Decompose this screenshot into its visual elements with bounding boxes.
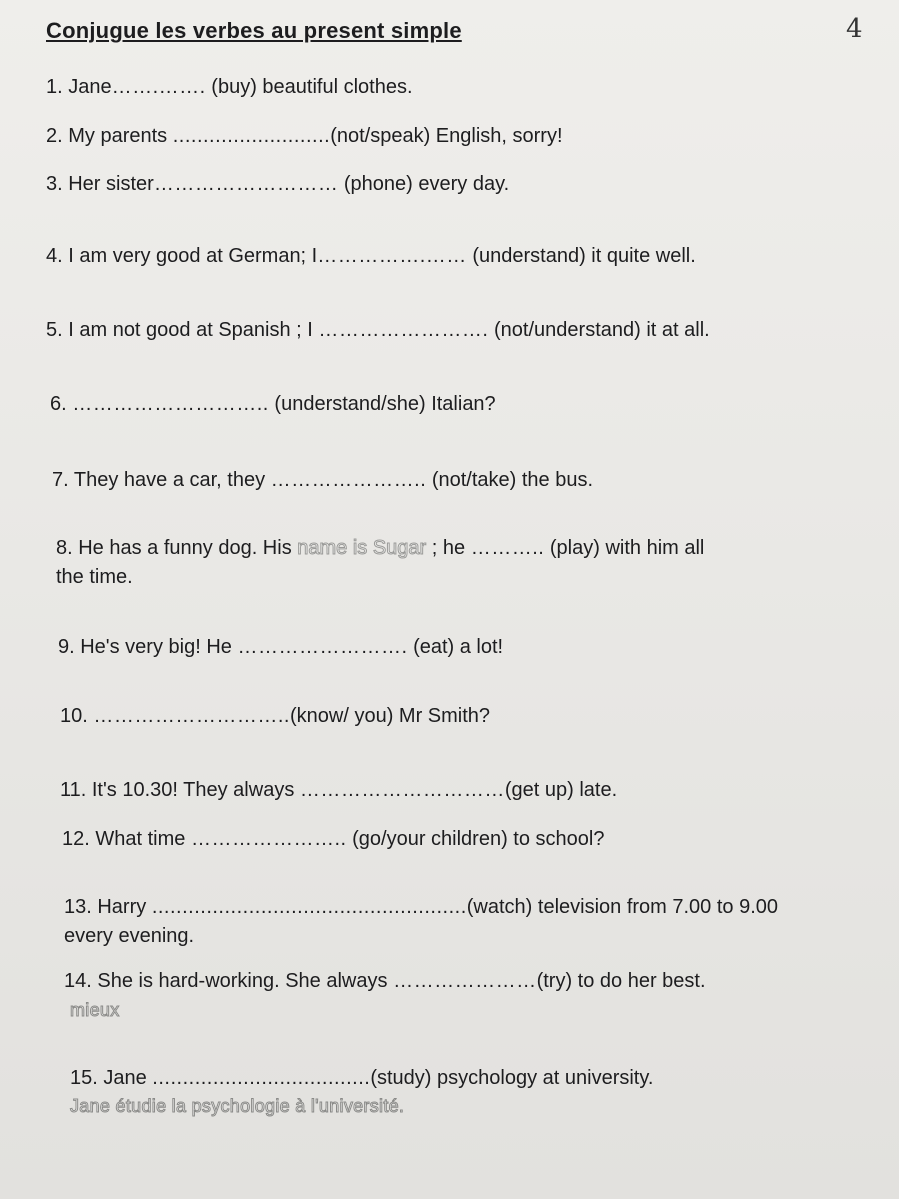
answer-blank: …….…….	[111, 76, 206, 98]
answer-blank: …………………	[393, 970, 537, 992]
exercise-13-continuation: every evening.	[64, 925, 195, 947]
answer-blank: ....................................................	[151, 896, 467, 918]
answer-blank: ..........................	[172, 125, 331, 147]
answer-blank: …………….……	[317, 245, 467, 267]
exercise-8: 8. He has a funny dog. His name is Sugar ; he ……….. (play) with him all	[56, 537, 705, 559]
answer-blank: …………………….	[318, 319, 489, 341]
answer-blank: ....................................	[152, 1067, 371, 1089]
faded-text: name is Sugar	[297, 537, 427, 559]
answer-blank: ………..	[470, 537, 545, 559]
exercise-6: 6. ……………………….. (understand/she) Italian?	[50, 393, 496, 415]
exercise-5: 5. I am not good at Spanish ; I ……………………. (not/understand) it at all.	[46, 319, 710, 341]
exercise-3: 3. Her sister……………………… (phone) every day.	[46, 173, 510, 195]
exercise-7: 7. They have a car, they ………………….. (not/take) the bus.	[52, 469, 594, 491]
exercise-9: 9. He's very big! He ……………………. (eat) a lot!	[58, 636, 504, 658]
translation-note-15: Jane étudie la psychologie à l'université.	[70, 1096, 405, 1116]
answer-blank: ………………………..	[93, 705, 290, 727]
exercise-10: 10. ………………………..(know/ you) Mr Smith?	[60, 705, 491, 727]
exercise-4: 4. I am very good at German; I…………….…… (understand) it quite well.	[46, 245, 696, 267]
page-number-mark: 4	[846, 14, 863, 44]
answer-blank: …………………….	[237, 636, 408, 658]
exercise-14: 14. She is hard-working. She always …………………(try) to do her best.	[64, 970, 706, 992]
worksheet-title: Conjugue les verbes au present simple	[46, 18, 462, 43]
exercise-11: 11. It's 10.30! They always …………………………(get up) late.	[60, 779, 618, 801]
answer-blank: …………………..	[270, 469, 427, 491]
exercise-15: 15. Jane ....................................(study) psychology at university.	[70, 1067, 654, 1089]
answer-blank: …………………..	[190, 828, 347, 850]
exercise-1: 1. Jane…….……. (buy) beautiful clothes.	[46, 76, 413, 98]
answer-blank: ………………………..	[72, 393, 269, 415]
answer-blank: ………………………	[153, 173, 339, 195]
answer-blank: …………………………	[299, 779, 505, 801]
exercise-8-continuation: the time.	[56, 566, 133, 588]
exercise-12: 12. What time ………………….. (go/your children) to school?	[62, 828, 605, 850]
translation-note-14: mieux	[70, 1000, 120, 1020]
exercise-13: 13. Harry ....................................................(watch) television from 7.00 to 9.00	[64, 896, 779, 918]
exercise-2: 2. My parents ..........................(not/speak) English, sorry!	[46, 125, 563, 147]
